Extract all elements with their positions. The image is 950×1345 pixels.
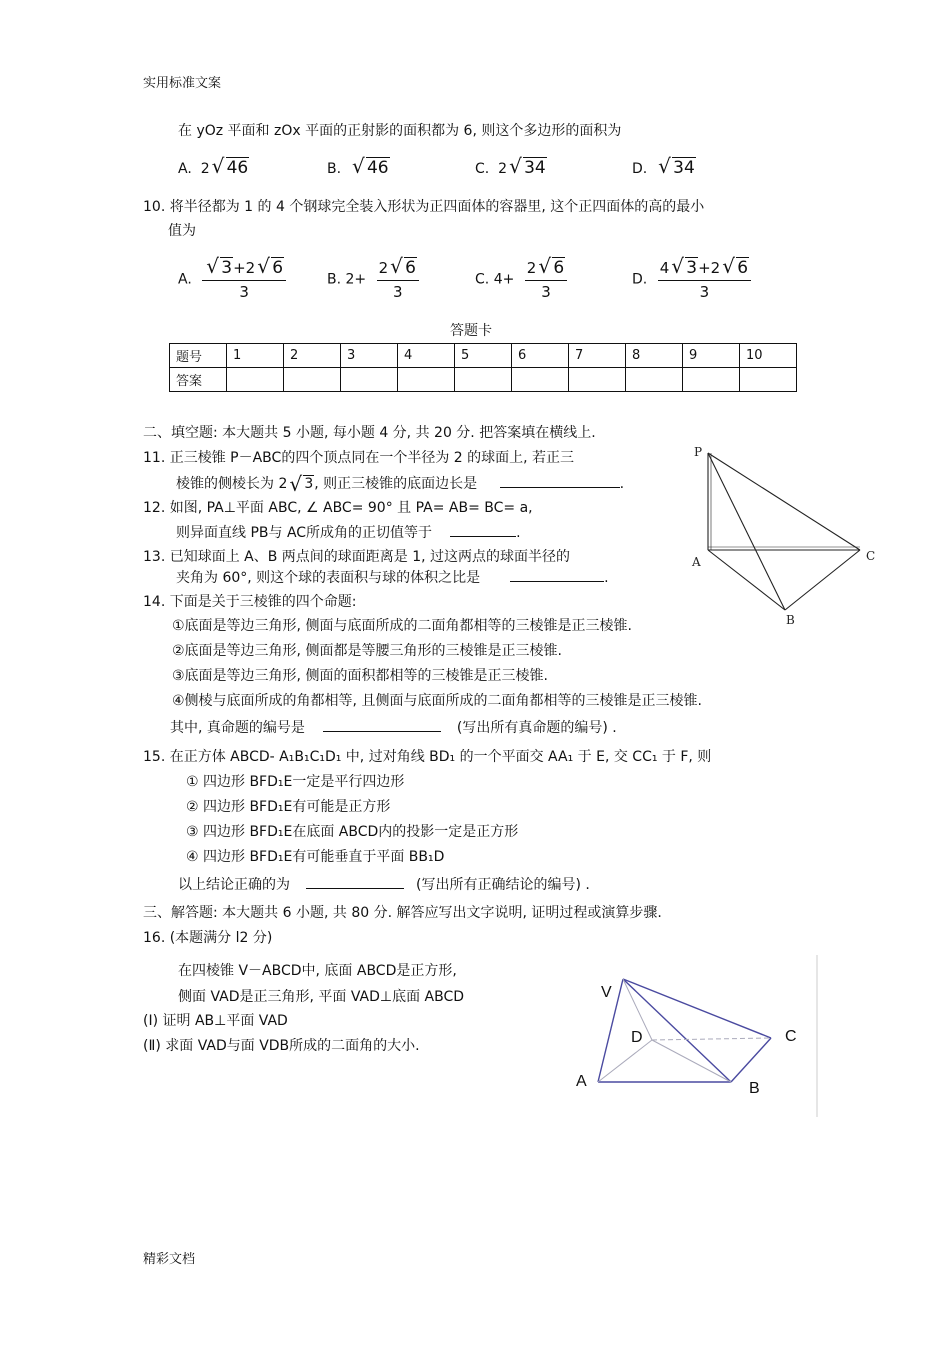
- answer-card-number: 7: [569, 344, 626, 368]
- answer-cell[interactable]: [341, 368, 398, 392]
- vertex-label-v: V: [601, 984, 612, 1001]
- page-footer: 精彩文档: [143, 1252, 196, 1267]
- answer-cell[interactable]: [626, 368, 683, 392]
- q14-item: ③底面是等边三角形, 侧面的面积都相等的三棱锥是正三棱锥.: [172, 668, 548, 684]
- answer-card-number: 4: [398, 344, 455, 368]
- answer-card-number: 1: [227, 344, 284, 368]
- q14-answer-blank[interactable]: [323, 731, 441, 732]
- edge-db: [652, 1040, 731, 1082]
- q15-tail: 以上结论正确的为 (写出所有正确结论的编号) .: [178, 877, 590, 893]
- answer-card-number: 9: [683, 344, 740, 368]
- q9-option-a: A. 2 √ 46: [178, 154, 249, 178]
- edge-bc: [731, 1038, 771, 1082]
- q14-item: ④侧棱与底面所成的角都相等, 且侧面与底面所成的二面角都相等的三棱锥是正三棱锥.: [172, 693, 702, 709]
- q13-answer-blank[interactable]: [510, 581, 604, 582]
- edge-vc: [623, 979, 771, 1038]
- q9-option-c: C. 2 √ 34: [475, 154, 546, 178]
- q14-item: ②底面是等边三角形, 侧面都是等腰三角形的三棱锥是正三棱锥.: [172, 643, 562, 659]
- q15-item: ④ 四边形 BFD₁E有可能垂直于平面 BB₁D: [186, 849, 445, 865]
- q11-line1: 11. 正三棱锥 P－ABC的四个顶点同在一个半径为 2 的球面上, 若正三: [143, 450, 575, 466]
- answer-card-title: 答题卡: [450, 323, 492, 339]
- tetrahedron-figure: [680, 440, 880, 630]
- q9-text: 在 yOz 平面和 zOx 平面的正射影的面积都为 6, 则这个多边形的面积为: [178, 123, 622, 139]
- q15-item: ③ 四边形 BFD₁E在底面 ABCD内的投影一定是正方形: [186, 824, 519, 840]
- q14-line1: 14. 下面是关于三棱锥的四个命题:: [143, 594, 357, 610]
- answer-card-number: 5: [455, 344, 512, 368]
- q14-tail: 其中, 真命题的编号是 (写出所有真命题的编号) .: [170, 720, 617, 736]
- q12-line2: 则异面直线 PB与 AC所成角的正切值等于 .: [176, 525, 521, 541]
- q12-line1: 12. 如图, PA⊥平面 ABC, ∠ ABC= 90° 且 PA= AB= BC= a,: [143, 500, 533, 516]
- answer-card-number: 2: [284, 344, 341, 368]
- answer-cell[interactable]: [512, 368, 569, 392]
- vertex-label-b: B: [749, 1080, 760, 1097]
- q13-line1: 13. 已知球面上 A、B 两点间的球面距离是 1, 过这两点的球面半径的: [143, 549, 571, 565]
- q16-heading: 16. (本题满分 l2 分): [143, 930, 273, 946]
- answer-cell[interactable]: [455, 368, 512, 392]
- vertex-label-p: P: [694, 445, 703, 459]
- vertex-label-c: C: [866, 549, 876, 563]
- edge-dc: [652, 1038, 771, 1040]
- q15-line1: 15. 在正方体 ABCD- A₁B₁C₁D₁ 中, 过对角线 BD₁ 的一个平面交 AA₁ 于 E, 交 CC₁ 于 F, 则: [143, 749, 712, 765]
- q9-option-d: D. √ 34: [632, 154, 695, 178]
- vertex-label-c: C: [785, 1028, 797, 1045]
- q13-line2: 夹角为 60°, 则这个球的表面积与球的体积之比是 .: [176, 570, 609, 586]
- q16-line2: 侧面 VAD是正三角形, 平面 VAD⊥底面 ABCD: [178, 989, 465, 1005]
- edge-pb: [708, 453, 785, 610]
- q16-part1: (Ⅰ) 证明 AB⊥平面 VAD: [143, 1013, 288, 1029]
- q10-line1: 10. 将半径都为 1 的 4 个钢球完全装入形状为正四面体的容器里, 这个正四面体的高的最小: [143, 199, 705, 215]
- answer-card-label: 答案: [170, 368, 227, 392]
- answer-cell[interactable]: [683, 368, 740, 392]
- q9-option-b: B. √ 46: [327, 154, 389, 178]
- vertex-label-a: A: [692, 555, 701, 569]
- vertex-label-a: A: [576, 1073, 587, 1090]
- q16-line1: 在四棱锥 V－ABCD中, 底面 ABCD是正方形,: [178, 963, 457, 979]
- answer-card-table: [169, 343, 797, 392]
- q10-option-a: A. √ 3+2 √ 6 3: [178, 258, 286, 301]
- edge-ab: [708, 550, 785, 610]
- answer-cell[interactable]: [740, 368, 797, 392]
- edge-pc: [708, 453, 860, 550]
- edge-bc: [785, 550, 860, 610]
- answer-card-number: 3: [341, 344, 398, 368]
- section2-heading: 二、填空题: 本大题共 5 小题, 每小题 4 分, 共 20 分. 把答案填在横线上.: [143, 425, 596, 441]
- section3-heading: 三、解答题: 本大题共 6 小题, 共 80 分. 解答应写出文字说明, 证明过程或演算步骤.: [143, 905, 662, 921]
- answer-cell[interactable]: [227, 368, 284, 392]
- q16-part2: (Ⅱ) 求面 VAD与面 VDB所成的二面角的大小.: [143, 1038, 420, 1054]
- q10-option-c: C. 4+ 2 √ 6 3: [475, 258, 567, 301]
- answer-card-label: 题号: [170, 344, 227, 368]
- answer-cell[interactable]: [569, 368, 626, 392]
- answer-card-number: 6: [512, 344, 569, 368]
- q11-line2: 棱锥的侧棱长为 2 √ 3, 则正三棱锥的底面边长是 .: [176, 472, 625, 496]
- answer-cell[interactable]: [398, 368, 455, 392]
- q15-item: ① 四边形 BFD₁E一定是平行四边形: [186, 774, 405, 790]
- q10-line2: 值为: [168, 223, 196, 239]
- q15-item: ② 四边形 BFD₁E有可能是正方形: [186, 799, 391, 815]
- q10-option-d: D. 4 √ 3+2 √ 6 3: [632, 258, 751, 301]
- q10-option-b: B. 2+ 2 √ 6 3: [327, 258, 419, 301]
- answer-card-number-row: [170, 344, 797, 368]
- vertex-label-b: B: [786, 613, 795, 627]
- q15-answer-blank[interactable]: [306, 888, 404, 889]
- q11-answer-blank[interactable]: [500, 487, 620, 488]
- answer-cell[interactable]: [284, 368, 341, 392]
- q12-answer-blank[interactable]: [450, 536, 516, 537]
- answer-card-number: 10: [740, 344, 797, 368]
- page-header: 实用标准文案: [143, 76, 222, 91]
- q14-item: ①底面是等边三角形, 侧面与底面所成的二面角都相等的三棱锥是正三棱锥.: [172, 618, 632, 634]
- vertex-label-d: D: [631, 1029, 643, 1046]
- answer-card-answer-row: [170, 368, 797, 392]
- pyramid-figure: [565, 955, 825, 1120]
- answer-card-number: 8: [626, 344, 683, 368]
